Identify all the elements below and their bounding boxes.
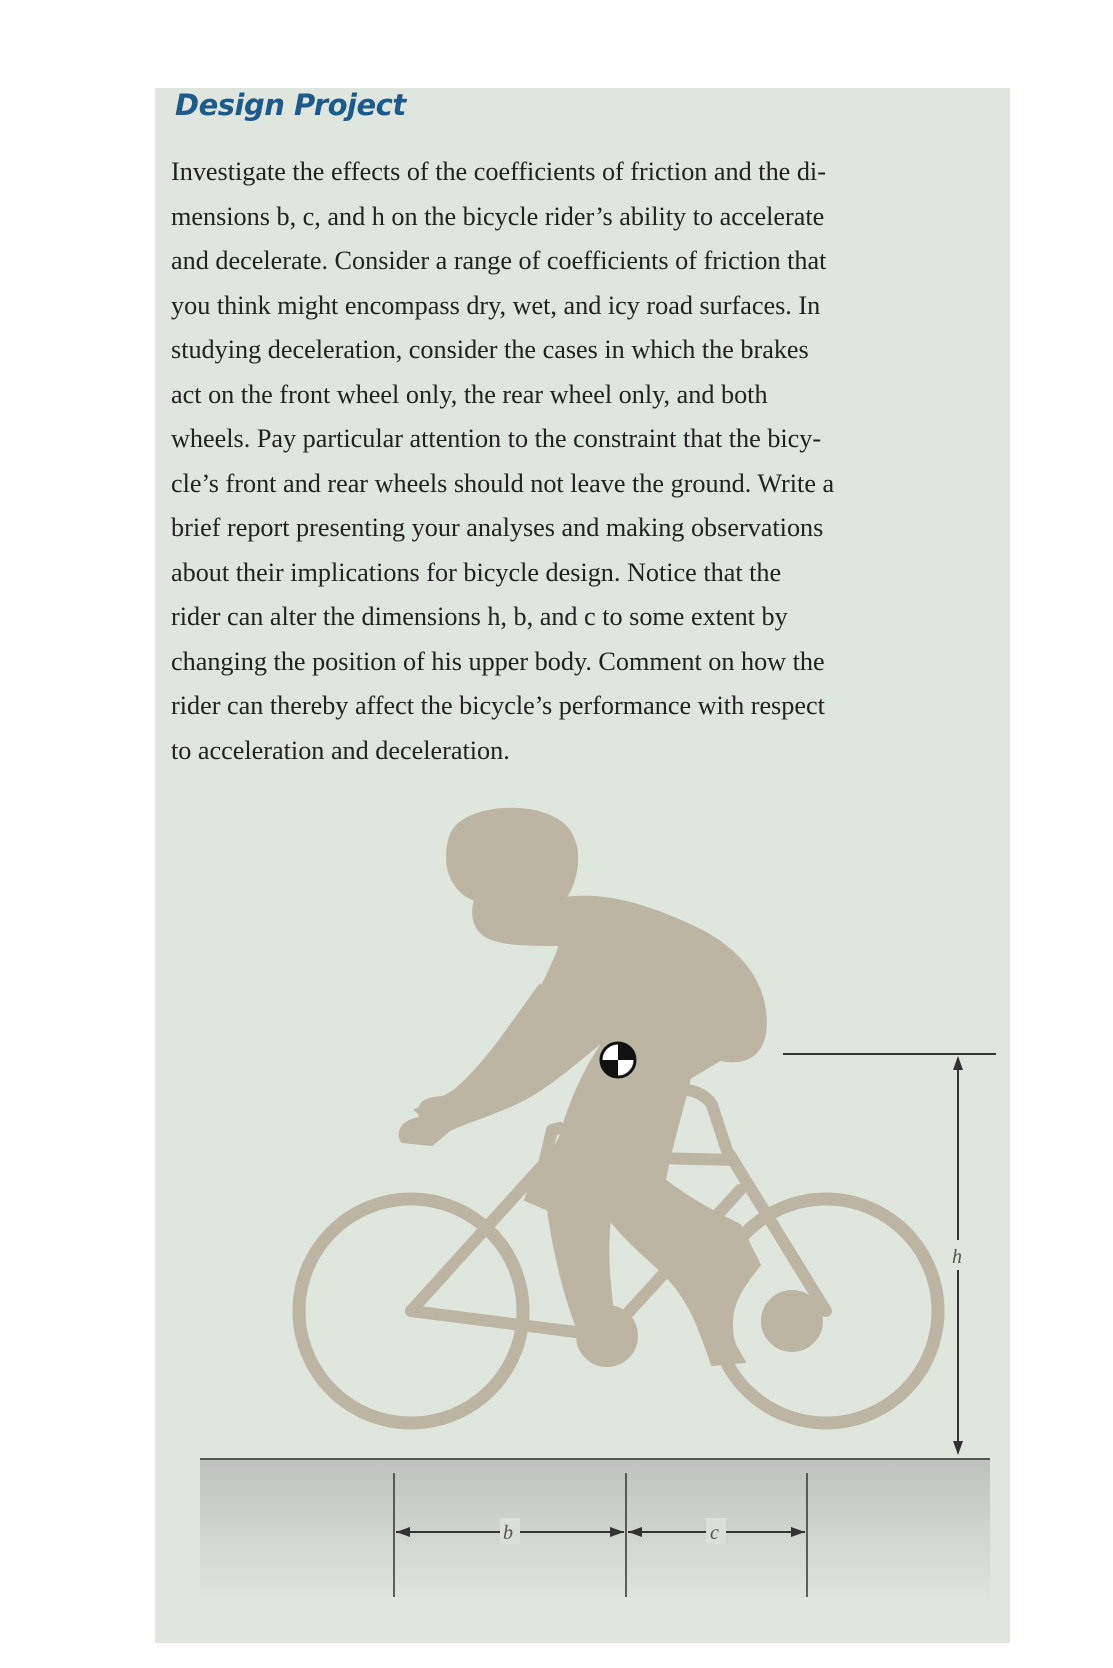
section-title: Design Project <box>175 88 406 122</box>
text-line: you think might encompass dry, wet, and icy road surfaces. In <box>171 290 821 320</box>
h-dimension-label: h <box>952 1246 962 1268</box>
text-line: Investigate the effects of the coefficients of friction and the di- <box>171 157 826 186</box>
text-line: mensions b, c, and h on the bicycle rider’s ability to accelerate <box>171 201 825 231</box>
h-arrow-bottom <box>953 1441 963 1455</box>
text-line: to acceleration and deceleration. <box>171 735 510 765</box>
rear-cog <box>762 1291 822 1351</box>
text-line: wheels. Pay particular attention to the constraint that the bicy- <box>171 424 822 453</box>
b-dimension-label: b <box>503 1522 513 1544</box>
text-line: and decelerate. Consider a range of coefficients of friction that <box>171 246 827 275</box>
h-arrow-top <box>953 1056 963 1070</box>
text-line: cle’s front and rear wheels should not leave the ground. Write a <box>171 468 835 498</box>
rider-silhouette <box>400 809 766 1365</box>
ground-shading <box>200 1459 990 1599</box>
text-line: changing the position of his upper body. Comment on how the <box>171 646 825 676</box>
center-of-mass-icon <box>601 1043 635 1077</box>
c-dimension-label: c <box>710 1522 719 1544</box>
text-line: brief report presenting your analyses and making observations <box>171 513 824 542</box>
text-line: studying deceleration, consider the cases in which the brakes <box>171 335 809 364</box>
text-line: about their implications for bicycle design. Notice that the <box>171 557 782 587</box>
text-line: rider can thereby affect the bicycle’s performance with respect <box>171 691 825 720</box>
text-line: rider can alter the dimensions h, b, and c to some extent by <box>171 602 788 631</box>
text-line: act on the front wheel only, the rear wheel only, and both <box>171 379 768 409</box>
